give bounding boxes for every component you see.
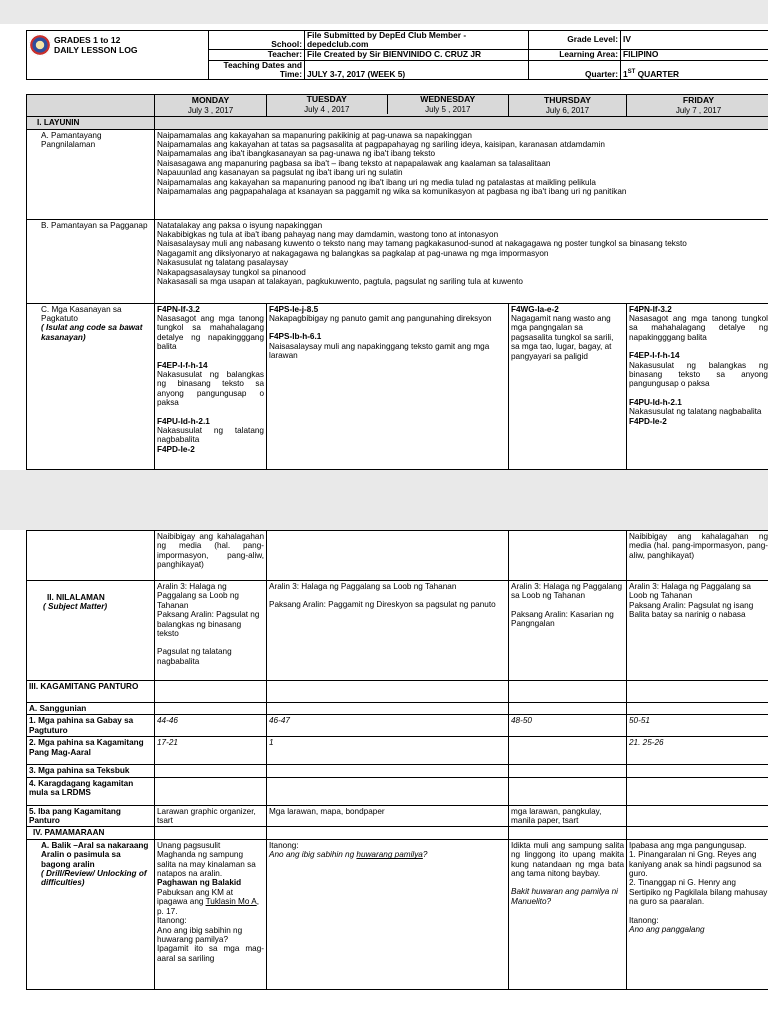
area-value: FILIPINO xyxy=(621,50,768,61)
kasanayan-monday: F4PN-If-3.2 Nasasagot ang mga tanong tungkol sa mahahalagang detalye ng napakingggang balita F4EP-I-f-h-14 Nakasusulat ng balangkas ng binasang teksto sa anyong pangungusap o paksa F4PU-Id-h-2.1 Nakasusulat ng talatang nagbabalita F4PD-Ie-2 xyxy=(155,303,267,469)
gabay-label: 1. Mga pahina sa Gabay sa Pagtuturo xyxy=(27,715,155,737)
teacher-label: Teacher: xyxy=(209,50,305,61)
area-label: Learning Area: xyxy=(529,50,621,61)
pamantayang-pangnilalaman-label: A. Pamantayang Pangnilalaman xyxy=(27,129,155,219)
day-thursday: THURSDAY July 6, 2017 xyxy=(509,95,627,117)
kasanayan-note: ( Isulat ang code sa bawat kasanayan) xyxy=(41,323,143,342)
pamamaraan-label: IV. PAMAMARAAN xyxy=(27,827,155,839)
page-one xyxy=(0,24,768,470)
nilalaman-tuesday: Aralin 3: Halaga ng Paggalang sa Loob ng Tahanan Paksang Aralin: Paggamit ng Direskyon sa pagsulat ng panuto xyxy=(267,581,509,681)
nilalaman-thursday: Aralin 3: Halaga ng Paggalang sa Loob ng Tahanan Paksang Aralin: Kasarian ng Pangngalan xyxy=(509,581,627,681)
pamantayan-pagganap-content: Natatalakay ang paksa o isyung napakinggan Nakabibigkas ng tula at iba't ibang pahayag nang may damdamin, wastong tono at intonasyon Naisasalaysay muli ang nabasang kuwento o teksto nang may tamang pagkakasunod-sunod at nakagagawa ng poster tungkol sa binasang teksto Nagagamit ang diksiyonaryo at nakagagawa ng balangkas sa pagkalap at pag-unawa ng mga impormasyon Nakasusulat ng talatang pasalaysay Nakapagsasalaysay tungkol sa pinanood Nakasasali sa mga usapan at talakayan, pagkukuwento, pagtula, pagsulat ng sariling tula at kuwento xyxy=(155,219,768,303)
quarter-value: 1ST QUARTER xyxy=(621,61,768,80)
sanggunian-row xyxy=(27,703,768,715)
gabay-monday: 44-46 xyxy=(155,715,267,737)
karagdagan-row xyxy=(27,777,768,805)
iba-friday-blank xyxy=(627,805,768,827)
layunin-blank xyxy=(155,117,768,129)
media-label-blank xyxy=(27,531,155,581)
media-friday: Naibibigay ang kahalagahan ng media (hal. pang-impormasyon, pang-aliw, panghikayat) xyxy=(627,531,768,581)
pamamaraan-row xyxy=(27,827,768,839)
grade-label: Grade Level: xyxy=(529,31,621,50)
kag-monday: 17-21 xyxy=(155,737,267,765)
dates-label: Teaching Dates and Time: xyxy=(209,61,305,80)
deped-seal-icon xyxy=(29,34,51,56)
title-line2: DAILY LESSON LOG xyxy=(54,45,138,55)
blank-header-cell xyxy=(27,95,155,117)
balik-aral-row xyxy=(27,839,768,989)
media-thursday-blank xyxy=(509,531,627,581)
kasanayan-friday: F4PN-If-3.2 Nasasagot ang mga tanong tungkol sa mahahalagang detalye ng napakingggang balita F4EP-I-f-h-14 Nakasusulat ng balangkas ng binasang teksto sa anyong pangungusap o paksa F4PU-Id-h-2.1 Nakasusulat ng talatang nagbabalita F4PD-Ie-2 xyxy=(627,303,768,469)
dates-value: JULY 3-7, 2017 (WEEK 5) xyxy=(305,61,529,80)
iba-row xyxy=(27,805,768,827)
teacher-value: File Created by Sir BIENVINIDO C. CRUZ JR xyxy=(305,50,529,61)
day-header-row xyxy=(27,95,768,117)
tuklasin-link[interactable]: Tuklasin Mo A xyxy=(205,897,257,907)
kasanayan-tuesday-wednesday xyxy=(267,303,509,469)
header-title-cell xyxy=(27,31,209,80)
day-friday: FRIDAY July 7 , 2017 xyxy=(627,95,768,117)
media-tuesday-blank xyxy=(267,531,509,581)
gabay-row xyxy=(27,715,768,737)
balik-friday: Ipabasa ang mga pangungusap. 1. Pinangaralan ni Gng. Reyes ang kaniyang anak sa hindi pagsunod sa guro. 2. Tinanggap ni G. Henry ang Sertipiko ng Pagkilala bilang mahusay na guro sa paaralan. Itanong: Ano ang panggalang xyxy=(627,839,768,989)
kagamitan-row xyxy=(27,681,768,703)
media-monday: Naibibigay ang kahalagahan ng media (hal. pang-impormasyon, pang-aliw, panghikayat) xyxy=(155,531,267,581)
karagdagan-label: 4. Karagdagang kagamitan mula sa LRDMS xyxy=(27,777,155,805)
kagamitang-pang-label: 2. Mga pahina sa Kagamitang Pang Mag-Aaral xyxy=(27,737,155,765)
nilalaman-row xyxy=(27,581,768,681)
nilalaman-friday: Aralin 3: Halaga ng Paggalang sa Loob ng Tahanan Paksang Aralin: Pagsulat ng isang Balita batay sa narinig o nabasa xyxy=(627,581,768,681)
pamantayang-pangnilalaman-row xyxy=(27,129,768,219)
day-tuesday-wednesday xyxy=(267,95,509,117)
balik-thursday: Idikta muli ang sampung salita ng linggong ito upang makita kung natandaan ng mga bata ang tama nitong baybay. Bakit huwaran ang pamilya ni Manuelito? xyxy=(509,839,627,989)
title-line1: GRADES 1 to 12 xyxy=(54,35,121,45)
media-row xyxy=(27,531,768,581)
kagamitang-pang-row xyxy=(27,737,768,765)
gabay-tuesday: 46-47 xyxy=(267,715,509,737)
sanggunian-label: A. Sanggunian xyxy=(27,703,155,715)
school-label: School: xyxy=(209,31,305,50)
iba-monday: Larawan graphic organizer, tsart xyxy=(155,805,267,827)
kag-friday: 21. 25-26 xyxy=(627,737,768,765)
day-tuesday: TUESDAY July 4 , 2017 xyxy=(267,95,388,114)
lesson-table xyxy=(26,94,768,470)
pamantayan-pagganap-row xyxy=(27,219,768,303)
gabay-friday: 50-51 xyxy=(627,715,768,737)
balik-monday: Unang pagsusulit Maghanda ng sampung salita na may kinalaman sa natapos na aralin. Paghawan ng Balakid Pabuksan ang KM at ipagawa ang Tuklasin Mo A, p. 17. Itanong: Ano ang ibig sabihin ng huwarang pamilya? Ipagamit ito sa mga mag-aaral sa sariling xyxy=(155,839,267,989)
nilalaman-label: II. NILALAMAN ( Subject Matter) xyxy=(27,581,155,681)
kasanayan-thursday: F4WG-Ia-e-2 Nagagamit nang wasto ang mga pangngalan sa pagsasalita tungkol sa sarili, sa mga tao, lugar, bagay, at pangyayari sa paligid xyxy=(509,303,627,469)
kasanayan-label: C. Mga Kasanayan sa Pagkatuto ( Isulat ang code sa bawat kasanayan) xyxy=(27,303,155,469)
kasanayan-tuesday: F4PS-Ie-j-8.5 Nakapagbibigay ng panuto gamit ang pangunahing direksyon F4PS-Ib-h-6.1 Naisasalaysay muli ang napakinggang teksto gamit ang mga larawan xyxy=(269,304,492,361)
page-two xyxy=(0,530,768,1024)
header-table xyxy=(26,30,768,80)
kasanayan-row xyxy=(27,303,768,469)
lesson-table-continued xyxy=(26,530,768,990)
school-value: File Submitted by DepEd Club Member - depedclub.com xyxy=(305,31,529,50)
iba-tuesday: Mga larawan, mapa, bondpaper xyxy=(267,805,509,827)
layunin-row xyxy=(27,117,768,129)
grade-value: IV xyxy=(621,31,768,50)
teksbuk-label: 3. Mga pahina sa Teksbuk xyxy=(27,765,155,777)
quarter-label: Quarter: xyxy=(529,61,621,80)
iba-thursday: mga larawan, pangkulay, manila paper, tsart xyxy=(509,805,627,827)
day-wednesday: WEDNESDAY July 5 , 2017 xyxy=(420,94,476,114)
gabay-thursday: 48-50 xyxy=(509,715,627,737)
balik-tuesday: Itanong: Ano ang ibig sabihin ng huwarang pamilya? xyxy=(267,839,509,989)
kag-thursday-blank xyxy=(509,737,627,765)
pamantayan-pagganap-label: B. Pamantayan sa Pagganap xyxy=(27,219,155,303)
kag-tuesday: 1 xyxy=(267,737,509,765)
pamantayang-pangnilalaman-content: Naipamamalas ang kakayahan sa mapanuring pakikinig at pag-unawa sa napakinggan Naipamamalas ang kakayahan at tatas sa pagsasalita at pagpapahayag ng sariling ideya, kaisipan, karanasan atdamdamin Naipamamalas ang iba't ibangkasanayan sa pag-unawa ng iba't ibang teksto Naisasagawa ang mapanuring pagbasa sa iba't – ibang teksto at napapalawak ang kaalaman sa talasalitaan Napauunlad ang kasanayan sa pagsulat ng iba't ibang uri ng sulatin Naipamamalas ang kakayahan sa mapanuring panood ng iba't ibang uri ng media tulad ng patalastas at maikling pelikula Naipamamalas ang pagpapahalaga at ksanayan sa paggamit ng wika sa komunikasyon at pagbasa ng iba't ibang uri ng panitikan xyxy=(155,129,768,219)
iba-label: 5. Iba pang Kagamitang Panturo xyxy=(27,805,155,827)
layunin-heading: I. LAYUNIN xyxy=(27,117,155,129)
nilalaman-monday: Aralin 3: Halaga ng Paggalang sa Loob ng Tahanan Paksang Aralin: Pagsulat ng balangkas ng binasang teksto Pagsulat ng talatang nagbabalita xyxy=(155,581,267,681)
balik-aral-label: A. Balik –Aral sa nakaraang Aralin o pasimula sa bagong aralin ( Drill/Review/ Unlocking of difficulties) xyxy=(27,839,155,989)
kagamitan-label: III. KAGAMITANG PANTURO xyxy=(27,681,155,703)
teksbuk-row xyxy=(27,765,768,777)
day-monday: MONDAY July 3 , 2017 xyxy=(155,95,267,117)
